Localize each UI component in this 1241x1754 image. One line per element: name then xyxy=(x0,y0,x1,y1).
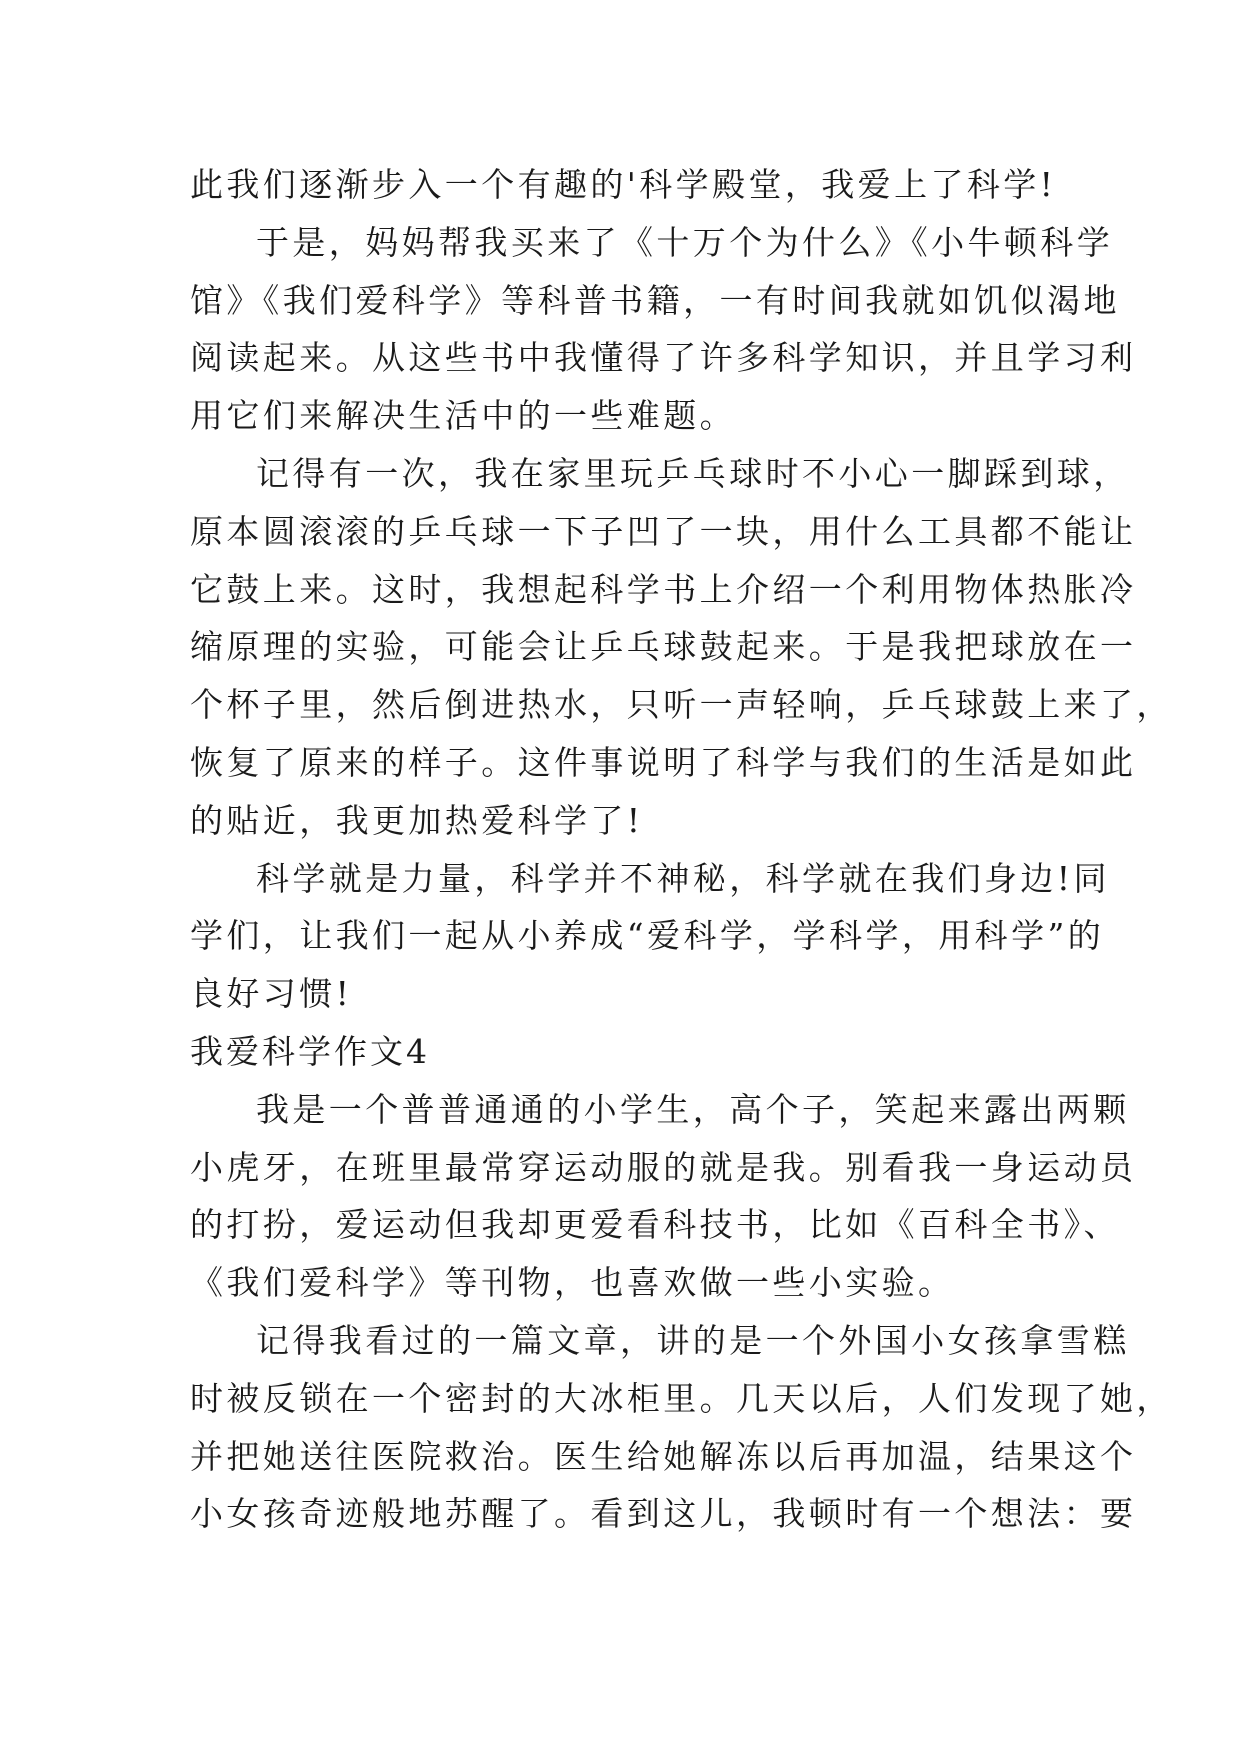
text-line: 馆》《我们爱科学》等科普书籍，一有时间我就如饥似渴地 xyxy=(190,280,1120,320)
text-line: 它鼓上来。这时，我想起科学书上介绍一个利用物体热胀冷 xyxy=(190,569,1137,609)
text-line: 学们，让我们一起从小养成“爱科学，学科学，用科学”的 xyxy=(190,916,1105,956)
text-line: 时被反锁在一个密封的大冰柜里。几天以后，人们发现了她， xyxy=(190,1378,1173,1418)
text-line: 于是，妈妈帮我买来了《十万个为什么》《小牛顿科学 xyxy=(256,222,1114,262)
text-line: 原本圆滚滚的乒乓球一下子凹了一块，用什么工具都不能让 xyxy=(190,511,1137,551)
text-line: 记得我看过的一篇文章，讲的是一个外国小女孩拿雪糕 xyxy=(256,1320,1130,1360)
text-line: 用它们来解决生活中的一些难题。 xyxy=(190,396,736,436)
text-line: 《我们爱科学》等刊物，也喜欢做一些小实验。 xyxy=(190,1263,955,1303)
text-line: 记得有一次，我在家里玩乒乓球时不小心一脚踩到球， xyxy=(256,453,1130,493)
text-line: 恢复了原来的样子。这件事说明了科学与我们的生活是如此 xyxy=(190,742,1137,782)
text-line: 缩原理的实验，可能会让乒乓球鼓起来。于是我把球放在一 xyxy=(190,627,1137,667)
text-line: 阅读起来。从这些书中我懂得了许多科学知识，并且学习利 xyxy=(190,338,1137,378)
text-line: 小虎牙，在班里最常穿运动服的就是我。别看我一身运动员 xyxy=(190,1147,1137,1187)
text-line: 的打扮，爱运动但我却更爱看科技书，比如《百科全书》、 xyxy=(190,1205,1120,1245)
text-line: 科学就是力量，科学并不神秘，科学就在我们身边!同 xyxy=(256,858,1110,898)
text-line: 我是一个普普通通的小学生，高个子，笑起来露出两颗 xyxy=(256,1089,1130,1129)
text-line: 个杯子里，然后倒进热水，只听一声轻响，乒乓球鼓上来了， xyxy=(190,685,1173,725)
document-body xyxy=(190,156,1173,1543)
text-line: 并把她送往医院救治。医生给她解冻以后再加温，结果这个 xyxy=(190,1436,1137,1476)
section-heading: 我爱科学作文4 xyxy=(190,1031,430,1071)
text-line: 此我们逐渐步入一个有趣的'科学殿堂，我爱上了科学! xyxy=(190,165,1057,204)
text-line: 小女孩奇迹般地苏醒了。看到这儿，我顿时有一个想法：要 xyxy=(190,1494,1137,1534)
text-line: 良好习惯! xyxy=(190,974,353,1014)
text-line: 的贴近，我更加热爱科学了! xyxy=(190,800,644,840)
